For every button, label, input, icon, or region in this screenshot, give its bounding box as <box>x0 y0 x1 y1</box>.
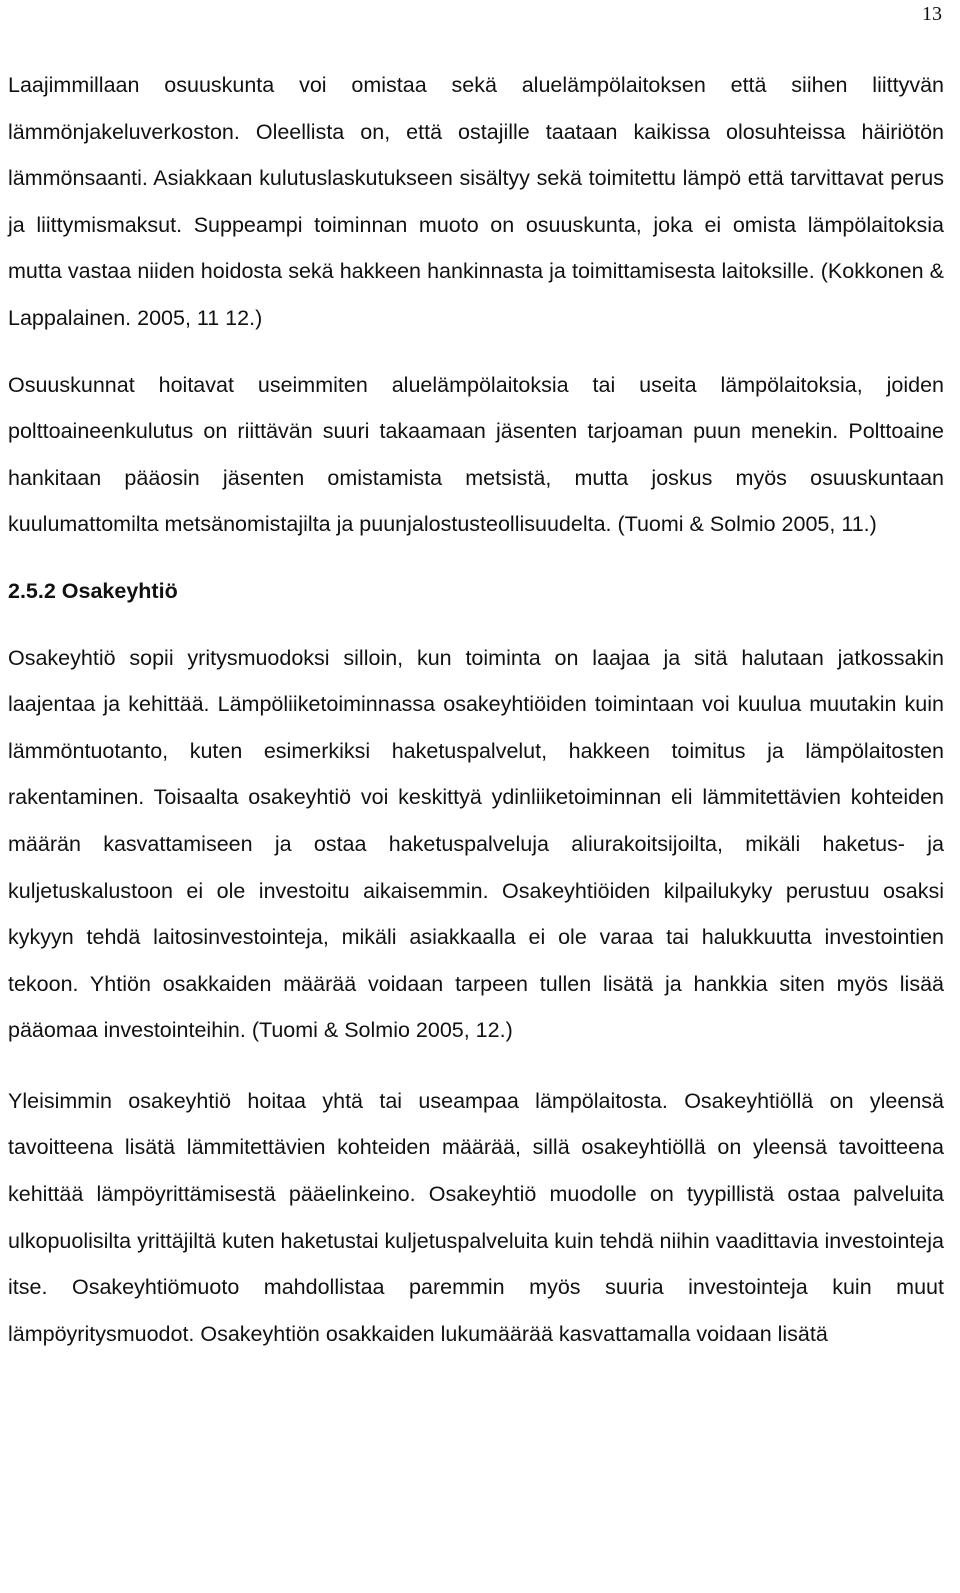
page-number: 13 <box>922 3 942 25</box>
document-body <box>8 62 944 1357</box>
section-heading: 2.5.2 Osakeyhtiö <box>8 578 178 603</box>
paragraph-osuuskunta-intro: Laajimmillaan osuuskunta voi omistaa sekä aluelämpölaitoksen että siihen liittyvän lämmönjakeluverkoston. Oleellista on, että ostajille taataan kaikissa olosuhteissa häiriötön lämmönsaanti. Asiakkaan kulutuslaskutukseen sisältyy sekä toimitettu lämpö että tarvittavat perus ja liittymismaksut. Suppeampi toiminnan muoto on osuuskunta, joka ei omista lämpölaitoksia mutta vastaa niiden hoidosta sekä hakkeen hankinnasta ja toimittamisesta laitoksille. (Kokkonen & Lappalainen. 2005, 11 12.) <box>8 73 944 330</box>
paragraph-osakeyhtio-operations: Yleisimmin osakeyhtiö hoitaa yhtä tai useampaa lämpölaitosta. Osakeyhtiöllä on yleensä tavoitteena lisätä lämmitettävien kohteiden määrää, sillä osakeyhtiöllä on yleensä tavoitteena kehittää lämpöyrittämisestä pääelinkeino. Osakeyhtiö muodolle on tyypillistä ostaa palveluita ulkopuolisilta yrittäjiltä kuten haketustai kuljetuspalveluita kuin tehdä niihin vaadittavia investointeja itse. Osakeyhtiömuoto mahdollistaa paremmin myös suuria investointeja kuin muut lämpöyritysmuodot. Osakeyhtiön osakkaiden lukumäärää kasvattamalla voidaan lisätä <box>8 1088 944 1346</box>
paragraph-osuuskunta-fuel: Osuuskunnat hoitavat useimmiten aluelämpölaitoksia tai useita lämpölaitoksia, joiden polttoaineenkulutus on riittävän suuri takaamaan jäsenten tarjoaman puun menekin. Polttoaine hankitaan pääosin jäsenten omistamista metsistä, mutta joskus myös osuuskuntaan kuulumattomilta metsänomistajilta ja puunjalostusteollisuudelta. (Tuomi & Solmio 2005, 11.) <box>8 372 944 537</box>
paragraph-osakeyhtio-intro: Osakeyhtiö sopii yritysmuodoksi silloin, kun toiminta on laajaa ja sitä halutaan jatkossakin laajentaa ja kehittää. Lämpöliiketoiminnassa osakeyhtiöiden toimintaan voi kuulua muutakin kuin lämmöntuotanto, kuten esimerkiksi haketuspalvelut, hakkeen toimitus ja lämpölaitosten rakentaminen. Toisaalta osakeyhtiö voi keskittyä ydinliiketoiminnan eli lämmitettävien kohteiden määrän kasvattamiseen ja ostaa haketuspalveluja aliurakoitsijoilta, mikäli haketus- ja kuljetuskalustoon ei ole investoitu aikaisemmin. Osakeyhtiöiden kilpailukyky perustuu osaksi kykyyn tehdä laitosinvestointeja, mikäli asiakkaalla ei ole varaa tai halukkuutta investointien tekoon. Yhtiön osakkaiden määrää voidaan tarpeen tullen lisätä ja hankkia siten myös lisää pääomaa investointeihin. (Tuomi & Solmio 2005, 12.) <box>8 645 944 1043</box>
